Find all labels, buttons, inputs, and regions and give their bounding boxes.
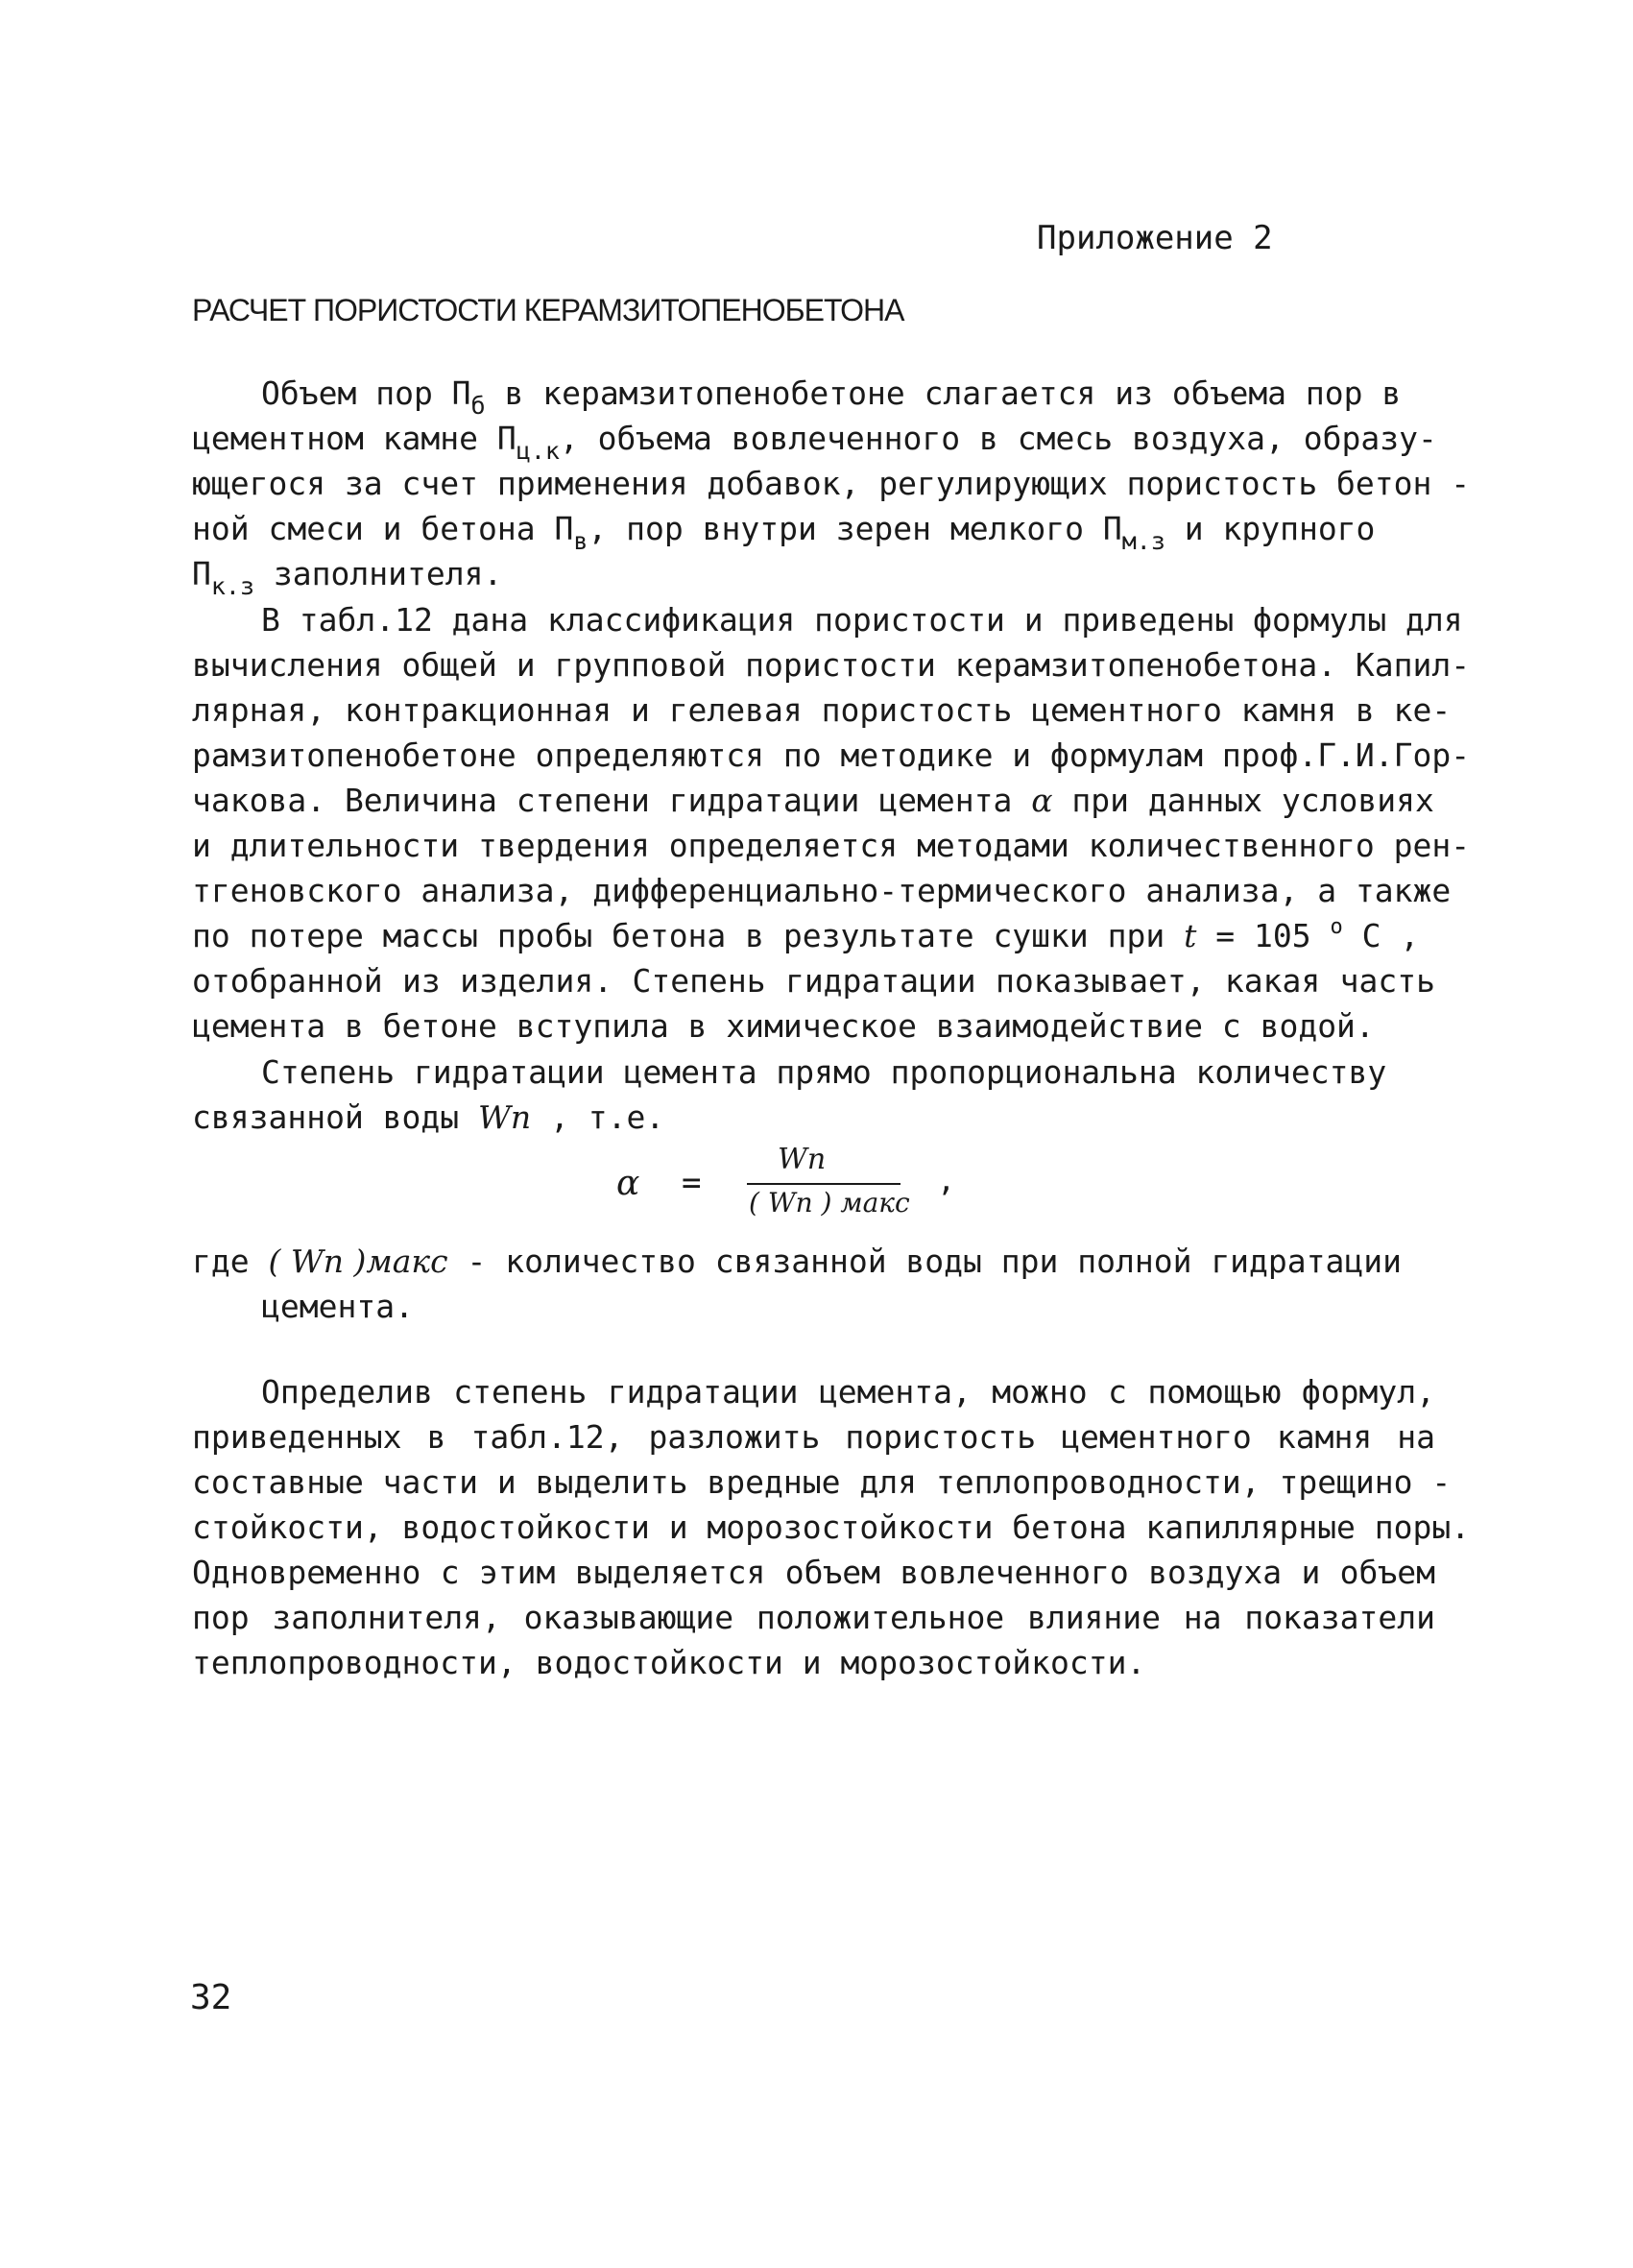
page-number: 32: [190, 1978, 232, 2017]
para3-line1: Степень гидратации цемента прямо пропорциональна количеству: [261, 1053, 1387, 1091]
para4-line6: пор заполнителя, оказывающие положительное влияние на показатели: [192, 1599, 1435, 1636]
para1-line3: ющегося за счет применения добавок, регулирующих пористость бетон -: [192, 465, 1471, 502]
para2-line6: и длительности твердения определяется методами количественного рен-: [192, 827, 1471, 864]
formula-comma: ,: [937, 1162, 956, 1198]
para4-line5: Одновременно с этим выделяется объем вовлеченного воздуха и объем: [192, 1554, 1435, 1591]
formula-denominator: ( Wп ) макс: [749, 1187, 910, 1218]
formula: [614, 1143, 998, 1229]
para2-line8: по потере массы пробы бетона в результате сушки при t = 105 $^о$ С ,: [192, 915, 1420, 954]
para2-line2: вычисления общей и групповой пористости керамзитопенобетона. Капил-: [192, 646, 1471, 684]
t-symbol: t: [1184, 917, 1197, 954]
para2-line4: рамзитопенобетоне определяются по методике и формулам проф.Г.И.Гор-: [192, 736, 1471, 774]
para2-line5: чакова. Величина степени гидратации цемента α при данных условиях: [192, 782, 1434, 819]
para4-line2: приведенных в табл.12, разложить пористость цементного камня на: [192, 1418, 1435, 1456]
formula-equals: =: [682, 1164, 702, 1202]
fraction-bar: [747, 1183, 901, 1185]
appendix-label: Приложение 2: [1037, 219, 1273, 257]
para1-line5: $П_{к.з}$ заполнителя.: [192, 555, 503, 600]
para2-line10: цемента в бетоне вступила в химическое взаимодействие с водой.: [192, 1007, 1375, 1045]
para1-line4: ной смеси и бетона $П_в$, пор внутри зерен мелкого $П_{м.з}$ и крупного: [192, 510, 1376, 555]
para1-line2: цементном камне $П_{ц.к}$, объема вовлеченного в смесь воздуха, образу-: [192, 420, 1437, 465]
para2-line3: лярная, контракционная и гелевая пористость цементного камня в ке-: [192, 691, 1452, 729]
wn-symbol: Wп: [478, 1098, 532, 1136]
formula-alpha: α: [616, 1164, 640, 1203]
para4-line3: составные части и выделить вредные для теплопроводности, трещино -: [192, 1463, 1452, 1501]
page-title: РАСЧЕТ ПОРИСТОСТИ КЕРАМЗИТОПЕНОБЕТОНА: [192, 293, 904, 327]
where-line1: где ( Wп )макс - количество связанной воды при полной гидратации: [192, 1243, 1402, 1280]
alpha-symbol: α: [1031, 782, 1053, 819]
para2-line1: В табл.12 дана классификация пористости и приведены формулы для: [261, 601, 1463, 639]
wn-max-expression: ( Wп )макс: [268, 1243, 448, 1280]
para3-line2: связанной воды Wп , т.е.: [192, 1098, 665, 1136]
where-line2: цемента.: [261, 1288, 414, 1325]
para2-line7: тгеновского анализа, дифференциально-термического анализа, а также: [192, 872, 1452, 909]
para4-line7: теплопроводности, водостойкости и морозостойкости.: [192, 1644, 1146, 1681]
para4-line1: Определив степень гидратации цемента, можно с помощью формул,: [261, 1373, 1435, 1411]
formula-numerator: Wп: [778, 1143, 827, 1176]
para1-line1: Объем пор $П_б$ в керамзитопенобетоне слагается из объема пор в: [261, 374, 1402, 420]
para2-line9: отобранной из изделия. Степень гидратации показывает, какая часть: [192, 962, 1435, 1000]
para4-line4: стойкости, водостойкости и морозостойкости бетона капиллярные поры.: [192, 1508, 1471, 1546]
